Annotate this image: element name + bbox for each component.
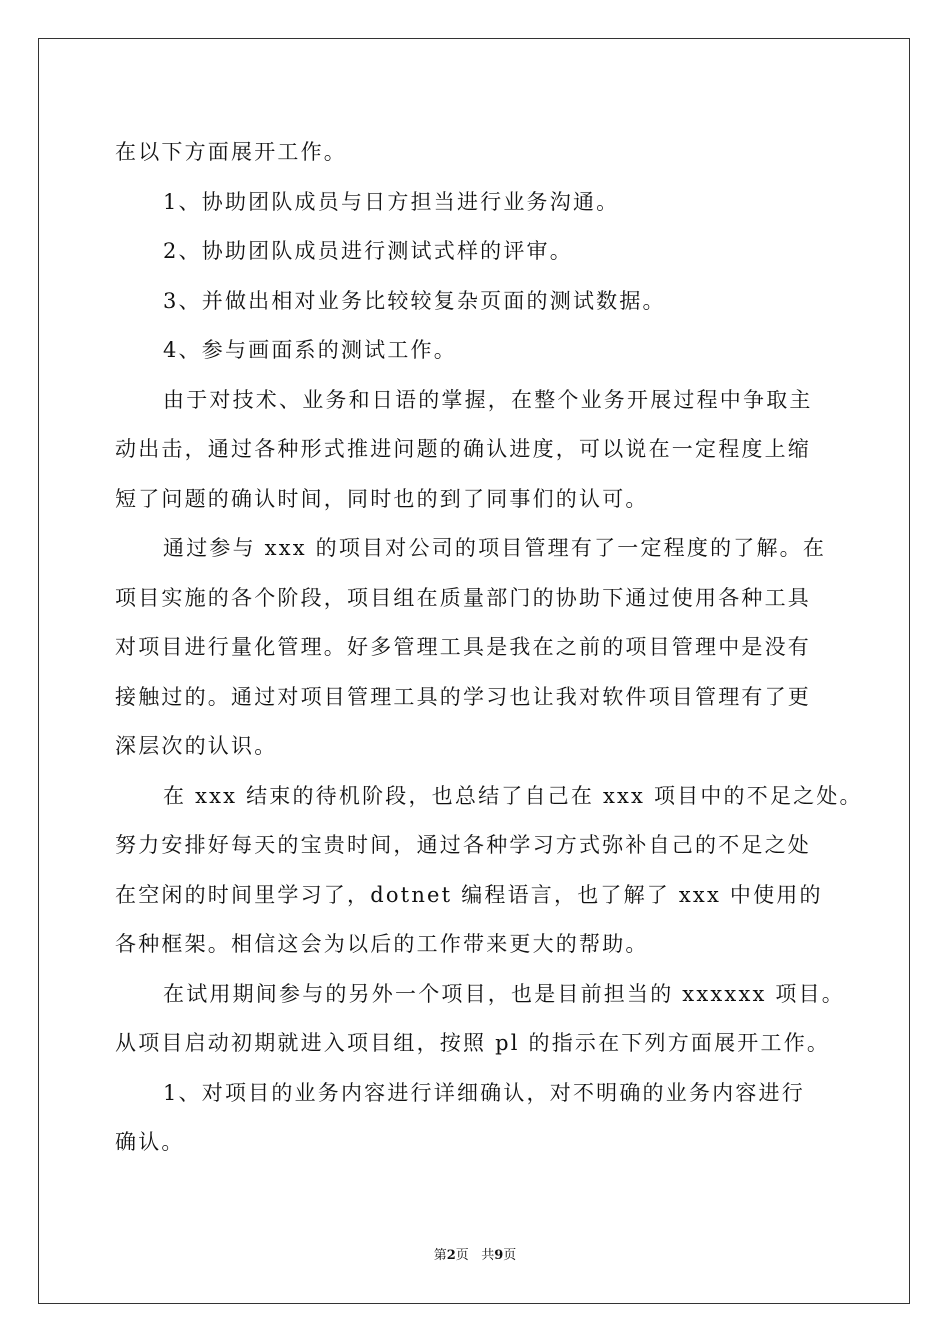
text-line: 3、并做出相对业务比较较复杂页面的测试数据。 bbox=[163, 288, 666, 313]
text-line: 在试用期间参与的另外一个项目，也是目前担当的 xxxxxx 项目。 bbox=[163, 981, 846, 1006]
document-body bbox=[115, 128, 863, 1168]
text-line: 各种框架。相信这会为以后的工作带来更大的帮助。 bbox=[115, 932, 649, 956]
text-line: 接触过的。通过对项目管理工具的学习也让我对软件项目管理有了更 bbox=[115, 684, 811, 709]
page-suffix: 页 bbox=[455, 1248, 469, 1263]
text-line: 4、参与画面系的测试工作。 bbox=[163, 338, 457, 362]
text-line: 努力安排好每天的宝贵时间，通过各种学习方式弥补自己的不足之处 bbox=[115, 833, 811, 857]
text-line: 从项目启动初期就进入项目组，按照 pl 的指示在下列方面展开工作。 bbox=[115, 1031, 831, 1055]
text-line: 短了问题的确认时间，同时也的到了同事们的认可。 bbox=[115, 486, 649, 511]
total-prefix: 共 bbox=[481, 1248, 495, 1263]
page-number: 2 bbox=[446, 1248, 456, 1263]
text-line: 1、对项目的业务内容进行详细确认，对不明确的业务内容进行 bbox=[163, 1080, 805, 1105]
text-line: 2、协助团队成员进行测试式样的评审。 bbox=[163, 239, 573, 263]
text-line: 确认。 bbox=[115, 1130, 185, 1154]
text-line: 由于对技术、业务和日语的掌握，在整个业务开展过程中争取主 bbox=[163, 387, 813, 412]
text-line: 项目实施的各个阶段，项目组在质量部门的协助下通过使用各种工具 bbox=[115, 585, 811, 610]
text-line: 动出击，通过各种形式推进问题的确认进度，可以说在一定程度上缩 bbox=[115, 437, 811, 461]
total-suffix: 页 bbox=[503, 1248, 517, 1263]
text-line: 1、协助团队成员与日方担当进行业务沟通。 bbox=[163, 189, 620, 214]
page-prefix: 第 bbox=[433, 1248, 447, 1263]
text-line: 在空闲的时间里学习了，dotnet 编程语言，也了解了 xxx 中使用的 bbox=[115, 882, 823, 907]
page-footer bbox=[0, 1244, 950, 1263]
total-pages: 9 bbox=[494, 1248, 504, 1263]
text-line: 通过参与 xxx 的项目对公司的项目管理有了一定程度的了解。在 bbox=[163, 536, 827, 560]
text-line: 对项目进行量化管理。好多管理工具是我在之前的项目管理中是没有 bbox=[115, 635, 811, 659]
text-line: 在 xxx 结束的待机阶段，也总结了自己在 xxx 项目中的不足之处。 bbox=[163, 783, 863, 808]
text-line: 在以下方面展开工作。 bbox=[115, 140, 347, 164]
text-line: 深层次的认识。 bbox=[115, 734, 278, 758]
